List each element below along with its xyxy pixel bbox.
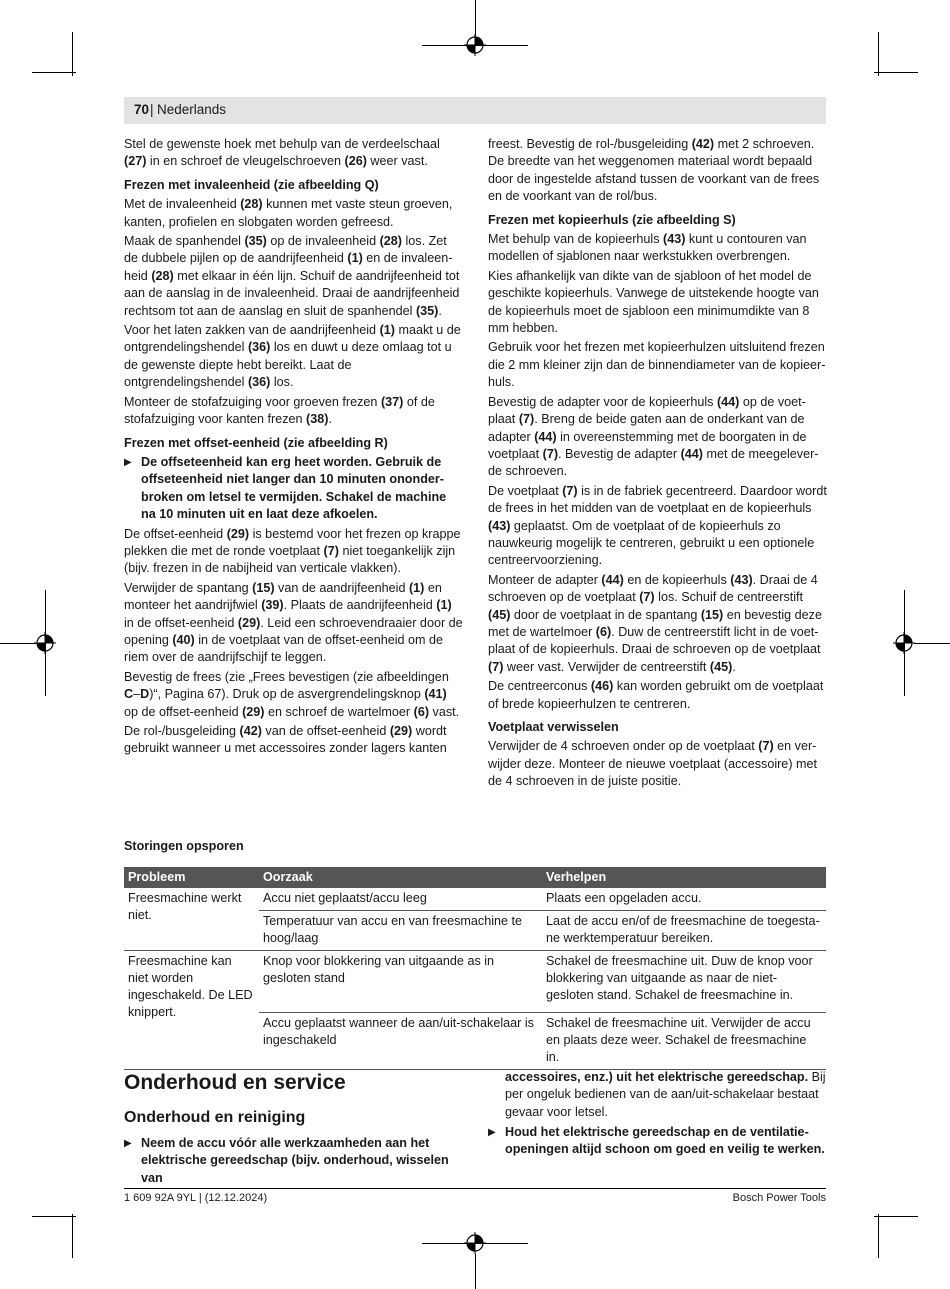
section-heading-r: Frezen met offset-eenheid (zie afbeelding R) (124, 435, 388, 450)
remedy-cell: Schakel de freesmachine uit. Verwijder de accu en plaats deze weer. Schakel de freesmachine in. (542, 1013, 826, 1070)
text-run: los. (270, 375, 294, 390)
text-run: . Duw de centreerstift licht in de voetplaat of de kopieerhuls. Draai de schroeven op de voetplaat (488, 624, 821, 657)
paragraph (124, 136, 464, 171)
text-run: Met de invaleenheid (124, 197, 241, 212)
warning-note: ▶ De offseteenheid kan erg heet worden. Gebruik de offseteenheid niet langer dan 10 minuten ononderbroken om letsel te vermijden. Schakel de machine na 10 minuten uit en laat deze afkoelen. (124, 454, 464, 524)
text-run: wordt gebruikt wanneer u met accessoires zonder lagers kanten (124, 724, 447, 756)
reference-number: (1) (347, 251, 363, 266)
reference-number: (44) (680, 446, 703, 461)
reference-number: (7) (562, 483, 578, 498)
reference-number: (45) (709, 659, 733, 674)
reference-number: (28) (240, 197, 263, 212)
paragraph (505, 1069, 826, 1121)
registration-mark-icon (464, 34, 486, 56)
text-run: op de invaleenheid (266, 234, 380, 249)
cause-cell: Accu geplaatst wanneer de aan/uit-schakelaar is ingeschakeld (259, 1013, 542, 1070)
text-run: weer vast. (366, 154, 428, 169)
text-run: . Plaats de aandrijfeenheid (283, 598, 437, 613)
text-run: – (133, 687, 141, 702)
paragraph (488, 738, 828, 790)
reference-number: (35) (244, 234, 267, 249)
section-title-maintenance: Onderhoud en service (124, 1071, 346, 1094)
reference-number: (7) (758, 739, 774, 754)
reference-number: (36) (247, 375, 271, 390)
remedy-cell: Schakel de freesmachine uit. Duw de knop voor blokkering van uitgaande as naar de niet-gesloten stand. Schakel de freesmachine in. (542, 951, 826, 1013)
text-run: . Draai de 4 schroeven op de voetplaat (488, 572, 818, 605)
crop-mark (72, 32, 73, 76)
text-run: . Bevestig de adapter (558, 446, 681, 461)
text-run: )“, Pagina 67). Druk op de asvergrendelingsknop (149, 687, 425, 702)
paragraph (488, 231, 828, 266)
text-run: Bevestig de frees (zie „Frees bevestigen (zie afbeeldingen (124, 669, 449, 684)
table-row (124, 888, 826, 911)
paragraph (124, 669, 464, 721)
warning-note: ▶ Houd het elektrische gereedschap en de ventilatieopeningen altijd schoon om goed en veilig te werken. (488, 1124, 826, 1159)
registration-mark-icon (464, 1232, 486, 1254)
text-run: op de offset-eenheid (124, 704, 243, 719)
crop-mark (475, 0, 476, 36)
text-run: . Leid een schroevendraaier door de opening (124, 615, 463, 647)
reference-number: (39) (261, 598, 284, 613)
text-run: . (328, 412, 332, 427)
footer-brand: Bosch Power Tools (732, 1192, 826, 1204)
section-heading-q: Frezen met invaleenheid (zie afbeelding Q) (124, 177, 379, 192)
text-run: Gebruik voor het frezen met kopieerhulzen uitsluitend frezen die 2 mm kleiner zijn dan de binnendiameter van de kopieerhuls. (488, 340, 826, 390)
cause-cell: Knop voor blokkering van uitgaande as in gesloten stand (259, 951, 542, 1013)
text-run: Bevestig de adapter voor de kopieerhuls (488, 394, 717, 409)
text-run: Monteer de stofafzuiging voor groeven frezen (124, 394, 381, 409)
reference-number: (44) (601, 572, 624, 587)
reference-number: (28) (151, 268, 174, 283)
text-run: op de voetplaat (488, 394, 806, 427)
reference-number: (1) (379, 323, 395, 338)
reference-number: (7) (488, 659, 504, 674)
reference-number: (7) (542, 446, 559, 461)
left-column (124, 136, 464, 760)
maintenance-left (124, 1135, 459, 1189)
reference-number: (38) (306, 412, 329, 427)
text-run: van de aandrijfeenheid (274, 580, 409, 595)
text-run: De voetplaat (488, 483, 563, 498)
text-run: en de kopieerhuls (623, 572, 731, 587)
text-run: maakt u de ontgrendelingshendel (124, 323, 461, 355)
paragraph (124, 526, 464, 578)
paragraph (124, 196, 464, 231)
reference-number: (43) (488, 518, 511, 533)
header-separator: | (150, 102, 154, 117)
troubleshooting-title: Storingen opsporen (124, 839, 244, 853)
text-run: en de invaleenheid (124, 251, 453, 283)
paragraph (124, 233, 464, 320)
reference-number: D (140, 687, 150, 702)
text-run: en verwijder deze. Monteer de nieuwe voetplaat (accessoire) met de 4 schroeven in de juiste positie. (488, 739, 817, 789)
text-run: Voor het laten zakken van de aandrijfeenheid (124, 323, 380, 338)
troubleshooting-table (124, 867, 826, 1070)
reference-number: (42) (239, 724, 262, 738)
text-run: . Breng de beide gaten aan de onderkant van de adapter (488, 412, 805, 444)
text-run: van de offset-eenheid (261, 724, 390, 738)
crop-mark (32, 1216, 76, 1217)
text-run: met 2 schroeven. De breedte van het weggenomen materiaal wordt bepaald door de ingestelde afstand tussen de voorkant van de frees en de voorkant van de rol/bus. (488, 137, 820, 204)
text-run: kunt u contouren van modellen of sjablonen naar werkstukken overbrengen. (488, 232, 807, 264)
reference-number: (44) (716, 394, 740, 409)
text-run: . (438, 303, 442, 318)
warning-note: ▶ Neem de accu vóór alle werkzaamheden aan het elektrische gereedschap (bijv. onderhoud, wisselen van (124, 1135, 459, 1187)
subsection-title-cleaning: Onderhoud en reiniging (124, 1109, 306, 1126)
paragraph (488, 483, 828, 570)
paragraph (488, 268, 828, 338)
problem-cell: Freesmachine werkt niet. (124, 888, 259, 951)
text-run: niet toegankelijk zijn (bijv. frezen in de nabijheid van verticale vlakken). (124, 543, 456, 576)
text-run: met elkaar in één lijn. Schuif de aandrijfeenheid tot aan de aanslag in de invaleenheid. Draai de aandrijfeenheid rechtsom tot aan de aanslag en sluit de spanhendel (124, 268, 460, 318)
reference-number: (42) (691, 137, 715, 151)
text-run: kunnen met vaste steun groeven, kanten, profielen en slobgaten worden gefreesd. (124, 197, 453, 229)
crop-mark (32, 72, 76, 73)
text-run: Kies afhankelijk van dikte van de sjabloon of het model de geschikte kopieerhuls. Vanwege de uitstekende hoogte van de kopieerhuls moet de sjabloon een minimumdikte van 8 mm hebben. (488, 268, 819, 336)
cause-cell: Temperatuur van accu en van freesmachine te hoog/laag (259, 911, 542, 951)
warning-text-bold: accessoires, enz.) uit het elektrische gereedschap. (505, 1070, 809, 1084)
remedy-cell: Plaats een opgeladen accu. (542, 888, 826, 911)
reference-number: (7) (639, 590, 655, 605)
reference-number: C (124, 687, 134, 702)
reference-number: (29) (242, 704, 265, 719)
reference-number: (15) (252, 580, 275, 595)
text-run: in de voetplaat van de offset-eenheid om de riem over de aandrijfschijf te leggen. (124, 632, 444, 665)
table-row (124, 951, 826, 1013)
reference-number: (46) (590, 679, 614, 694)
text-run: freest. Bevestig de rol-/busgeleiding (488, 137, 692, 151)
crop-mark (874, 1216, 918, 1217)
text-run: Maak de spanhendel (124, 234, 245, 249)
reference-number: (43) (663, 232, 686, 247)
section-heading-s: Frezen met kopieerhuls (zie afbeelding S) (488, 212, 736, 227)
maintenance-right-2 (488, 1124, 826, 1161)
paragraph (124, 394, 464, 429)
registration-mark-icon (34, 632, 56, 654)
paragraph (124, 322, 464, 392)
crop-mark (874, 72, 918, 73)
reference-number: (29) (389, 724, 413, 738)
reference-number: (36) (247, 340, 271, 355)
paragraph (124, 580, 464, 667)
paragraph (488, 678, 828, 713)
reference-number: (7) (323, 543, 339, 558)
text-run: los. Zet de dubbele pijlen op de aandrijfeenheid (124, 234, 447, 266)
crop-mark (878, 1214, 879, 1258)
text-run: is in de fabriek gecentreerd. Daardoor wordt de frees in het midden van de voetplaat en de kopieerhuls (488, 483, 827, 516)
remedy-cell: Laat de accu en/of de freesmachine de toegestane werktemperatuur bereiken. (542, 911, 826, 951)
text-run: De centreerconus (488, 679, 591, 694)
right-column (488, 136, 828, 793)
text-run: Met behulp van de kopieerhuls (488, 232, 664, 247)
reference-number: (26) (344, 154, 367, 169)
page-number: 70 (134, 102, 150, 117)
text-run: los. Schuif de centreerstift (654, 590, 804, 605)
crop-mark (72, 1214, 73, 1258)
reference-number: (28) (379, 234, 402, 249)
maintenance-right (505, 1069, 826, 1125)
text-run: is bestemd voor het frezen op krappe plekken die met de ronde voetplaat (124, 526, 461, 558)
warning-text: Bij per ongeluk bedienen van de aan/uit-schakelaar bestaat gevaar voor letsel. (505, 1070, 826, 1119)
reference-number: (45) (488, 607, 511, 622)
paragraph (488, 394, 828, 481)
reference-number: (41) (424, 687, 447, 702)
reference-number: (43) (730, 572, 753, 587)
column-header-oorzaak: Oorzaak (259, 867, 542, 888)
text-run: weer vast. Verwijder de centreerstift (503, 659, 710, 674)
reference-number: (35) (415, 303, 439, 318)
text-run: en bevestig deze met de wartelmoer (488, 607, 822, 639)
text-run: Verwijder de spantang (124, 580, 253, 595)
column-header-verhelpen: Verhelpen (542, 867, 826, 888)
reference-number: (6) (595, 624, 612, 639)
text-run: door de voetplaat in de spantang (510, 607, 701, 622)
text-run: vast. (429, 704, 460, 719)
reference-number: (1) (408, 580, 425, 595)
text-run: Stel de gewenste hoek met behulp van de verdeelschaal (124, 137, 440, 151)
problem-cell: Freesmachine kan niet worden ingeschakeld. De LED knippert. (124, 951, 259, 1070)
table-header-row (124, 867, 826, 888)
cause-cell: Accu niet geplaatst/accu leeg (259, 888, 542, 911)
text-run: in de offset-eenheid (124, 615, 238, 630)
footer-rule (124, 1188, 826, 1189)
reference-number: (27) (124, 154, 147, 169)
text-run: Verwijder de 4 schroeven onder op de voetplaat (488, 739, 759, 754)
reference-number: (29) (226, 526, 250, 541)
text-run: geplaatst. Om de voetplaat of de kopieerhuls zo nauwkeurig mogelijk te centreren, gebruikt u een optionele centreervoorziening. (488, 518, 815, 568)
paragraph (488, 572, 828, 676)
footer-doc-number: 1 609 92A 9YL | (12.12.2024) (124, 1192, 268, 1204)
text-run: los en duwt u deze omlaag tot u de gewenste diepte hebt bereikt. Laat de ontgrendelingshendel (124, 340, 452, 390)
text-run: met de meegeleverde schroeven. (488, 446, 819, 479)
page-header (124, 97, 826, 124)
reference-number: (37) (380, 394, 404, 409)
registration-mark-icon (893, 632, 915, 654)
text-run: Monteer de adapter (488, 572, 602, 587)
crop-mark (475, 1254, 476, 1289)
reference-number: (1) (436, 598, 452, 613)
header-language: Nederlands (157, 102, 227, 117)
crop-mark (878, 32, 879, 76)
paragraph (488, 339, 828, 391)
text-run: of de stofafzuiging voor kanten frezen (124, 394, 435, 427)
reference-number: (44) (534, 429, 557, 444)
reference-number: (40) (172, 632, 195, 647)
text-run: en schroef de wartelmoer (264, 704, 414, 719)
paragraph (488, 136, 828, 206)
text-run: in en schroef de vleugelschroeven (146, 154, 345, 169)
paragraph (124, 723, 464, 758)
text-run: . (732, 659, 736, 674)
reference-number: (15) (700, 607, 724, 622)
crop-mark (914, 643, 950, 644)
text-run: kan worden gebruikt om de voetplaat of brede kopieerhulzen te centreren. (488, 679, 824, 711)
reference-number: (7) (518, 412, 535, 427)
crop-mark (0, 643, 36, 644)
column-header-probleem: Probleem (124, 867, 259, 888)
section-heading-voetplaat: Voetplaat verwisselen (488, 720, 619, 734)
text-run: in overeenstemming met de boorgaten in de voetplaat (488, 429, 807, 461)
text-run: De rol-/busgeleiding (124, 724, 240, 738)
text-run: De offset-eenheid (124, 526, 227, 541)
reference-number: (6) (413, 704, 430, 719)
text-run: en monteer het aandrijfwiel (124, 580, 442, 613)
reference-number: (29) (237, 615, 261, 630)
